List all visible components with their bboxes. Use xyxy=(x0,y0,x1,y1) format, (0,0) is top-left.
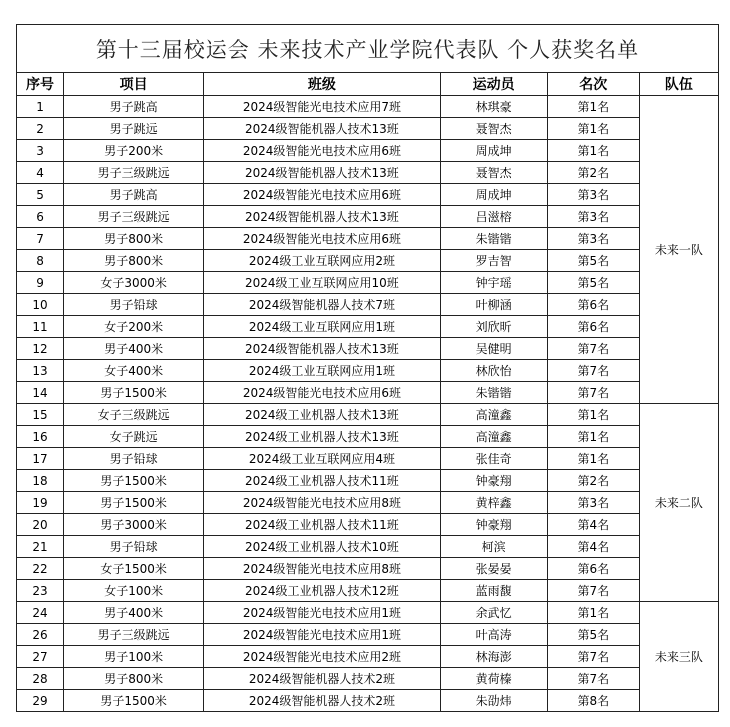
table-row xyxy=(17,624,719,646)
row-number: 12 xyxy=(17,338,64,360)
athlete-name: 余武忆 xyxy=(440,602,547,624)
row-number: 15 xyxy=(17,404,64,426)
athlete-name: 高潼鑫 xyxy=(440,426,547,448)
event-name: 男子铅球 xyxy=(64,294,204,316)
row-number: 11 xyxy=(17,316,64,338)
row-number: 26 xyxy=(17,624,64,646)
table-row xyxy=(17,492,719,514)
table-row xyxy=(17,162,719,184)
header-athlete: 运动员 xyxy=(440,73,547,96)
class-name: 2024级智能光电技术应用6班 xyxy=(204,382,440,404)
athlete-name: 张佳奇 xyxy=(440,448,547,470)
table-row xyxy=(17,602,719,624)
row-number: 19 xyxy=(17,492,64,514)
event-name: 男子1500米 xyxy=(64,492,204,514)
row-number: 24 xyxy=(17,602,64,624)
rank-value: 第7名 xyxy=(547,338,639,360)
event-name: 男子铅球 xyxy=(64,448,204,470)
table-row xyxy=(17,294,719,316)
class-name: 2024级智能机器人技术13班 xyxy=(204,338,440,360)
athlete-name: 钟豪翔 xyxy=(440,514,547,536)
rank-value: 第1名 xyxy=(547,426,639,448)
class-name: 2024级工业机器人技术11班 xyxy=(204,514,440,536)
class-name: 2024级工业互联网应用1班 xyxy=(204,316,440,338)
athlete-name: 周成坤 xyxy=(440,140,547,162)
row-number: 23 xyxy=(17,580,64,602)
team-name: 未来二队 xyxy=(639,404,718,602)
row-number: 17 xyxy=(17,448,64,470)
rank-value: 第1名 xyxy=(547,118,639,140)
rank-value: 第3名 xyxy=(547,206,639,228)
row-number: 5 xyxy=(17,184,64,206)
table-row xyxy=(17,250,719,272)
event-name: 男子1500米 xyxy=(64,470,204,492)
athlete-name: 高潼鑫 xyxy=(440,404,547,426)
rank-value: 第7名 xyxy=(547,668,639,690)
row-number: 27 xyxy=(17,646,64,668)
award-rows xyxy=(17,96,719,712)
row-number: 4 xyxy=(17,162,64,184)
table-row xyxy=(17,646,719,668)
event-name: 男子800米 xyxy=(64,250,204,272)
athlete-name: 林欣怡 xyxy=(440,360,547,382)
class-name: 2024级工业机器人技术10班 xyxy=(204,536,440,558)
row-number: 10 xyxy=(17,294,64,316)
rank-value: 第1名 xyxy=(547,602,639,624)
class-name: 2024级智能机器人技术13班 xyxy=(204,162,440,184)
rank-value: 第6名 xyxy=(547,294,639,316)
event-name: 男子三级跳远 xyxy=(64,206,204,228)
row-number: 20 xyxy=(17,514,64,536)
class-name: 2024级智能机器人技术7班 xyxy=(204,294,440,316)
event-name: 男子800米 xyxy=(64,228,204,250)
event-name: 男子200米 xyxy=(64,140,204,162)
class-name: 2024级工业互联网应用2班 xyxy=(204,250,440,272)
athlete-name: 叶高涛 xyxy=(440,624,547,646)
event-name: 女子200米 xyxy=(64,316,204,338)
event-name: 男子三级跳远 xyxy=(64,624,204,646)
table-row xyxy=(17,404,719,426)
table-row xyxy=(17,338,719,360)
table-row xyxy=(17,360,719,382)
class-name: 2024级智能机器人技术13班 xyxy=(204,206,440,228)
event-name: 女子1500米 xyxy=(64,558,204,580)
class-name: 2024级工业机器人技术12班 xyxy=(204,580,440,602)
table-row xyxy=(17,118,719,140)
class-name: 2024级智能光电技术应用1班 xyxy=(204,602,440,624)
class-name: 2024级智能光电技术应用8班 xyxy=(204,492,440,514)
event-name: 男子跳远 xyxy=(64,118,204,140)
header-row xyxy=(17,73,719,96)
rank-value: 第5名 xyxy=(547,250,639,272)
rank-value: 第5名 xyxy=(547,624,639,646)
table-row xyxy=(17,668,719,690)
table-row xyxy=(17,536,719,558)
header-no: 序号 xyxy=(17,73,64,96)
rank-value: 第8名 xyxy=(547,690,639,712)
event-name: 男子400米 xyxy=(64,602,204,624)
row-number: 16 xyxy=(17,426,64,448)
table-row xyxy=(17,514,719,536)
table-row xyxy=(17,206,719,228)
class-name: 2024级工业机器人技术11班 xyxy=(204,470,440,492)
class-name: 2024级智能光电技术应用1班 xyxy=(204,624,440,646)
rank-value: 第5名 xyxy=(547,272,639,294)
athlete-name: 叶柳涵 xyxy=(440,294,547,316)
event-name: 男子1500米 xyxy=(64,690,204,712)
event-name: 女子100米 xyxy=(64,580,204,602)
team-name: 未来一队 xyxy=(639,96,718,404)
row-number: 2 xyxy=(17,118,64,140)
table-row xyxy=(17,228,719,250)
athlete-name: 聂智杰 xyxy=(440,162,547,184)
athlete-name: 罗吉智 xyxy=(440,250,547,272)
athlete-name: 蓝雨馥 xyxy=(440,580,547,602)
athlete-name: 柯滨 xyxy=(440,536,547,558)
event-name: 男子100米 xyxy=(64,646,204,668)
class-name: 2024级工业互联网应用1班 xyxy=(204,360,440,382)
athlete-name: 钟宇瑶 xyxy=(440,272,547,294)
event-name: 男子跳高 xyxy=(64,184,204,206)
header-team: 队伍 xyxy=(639,73,718,96)
event-name: 男子跳高 xyxy=(64,96,204,118)
class-name: 2024级工业机器人技术13班 xyxy=(204,426,440,448)
row-number: 14 xyxy=(17,382,64,404)
athlete-name: 黄荷榛 xyxy=(440,668,547,690)
table-row xyxy=(17,382,719,404)
class-name: 2024级工业机器人技术13班 xyxy=(204,404,440,426)
table-row xyxy=(17,690,719,712)
award-table xyxy=(16,24,719,712)
rank-value: 第4名 xyxy=(547,536,639,558)
class-name: 2024级工业互联网应用4班 xyxy=(204,448,440,470)
row-number: 6 xyxy=(17,206,64,228)
header-rank: 名次 xyxy=(547,73,639,96)
class-name: 2024级智能机器人技术2班 xyxy=(204,668,440,690)
rank-value: 第1名 xyxy=(547,404,639,426)
athlete-name: 黄梓鑫 xyxy=(440,492,547,514)
class-name: 2024级工业互联网应用10班 xyxy=(204,272,440,294)
athlete-name: 朱劭炜 xyxy=(440,690,547,712)
athlete-name: 钟豪翔 xyxy=(440,470,547,492)
class-name: 2024级智能光电技术应用6班 xyxy=(204,184,440,206)
table-row xyxy=(17,140,719,162)
table-row xyxy=(17,580,719,602)
athlete-name: 聂智杰 xyxy=(440,118,547,140)
row-number: 3 xyxy=(17,140,64,162)
rank-value: 第6名 xyxy=(547,316,639,338)
event-name: 女子跳远 xyxy=(64,426,204,448)
table-row xyxy=(17,558,719,580)
table-row xyxy=(17,426,719,448)
event-name: 男子400米 xyxy=(64,338,204,360)
class-name: 2024级智能光电技术应用7班 xyxy=(204,96,440,118)
event-name: 男子铅球 xyxy=(64,536,204,558)
table-row xyxy=(17,96,719,118)
sheet-title: 第十三届校运会 未来技术产业学院代表队 个人获奖名单 xyxy=(17,25,719,73)
event-name: 男子三级跳远 xyxy=(64,162,204,184)
row-number: 1 xyxy=(17,96,64,118)
header-event: 项目 xyxy=(64,73,204,96)
class-name: 2024级智能光电技术应用8班 xyxy=(204,558,440,580)
team-name: 未来三队 xyxy=(639,602,718,712)
rank-value: 第3名 xyxy=(547,492,639,514)
rank-value: 第3名 xyxy=(547,184,639,206)
row-number: 13 xyxy=(17,360,64,382)
header-class: 班级 xyxy=(204,73,440,96)
row-number: 8 xyxy=(17,250,64,272)
table-row xyxy=(17,448,719,470)
rank-value: 第7名 xyxy=(547,580,639,602)
rank-value: 第6名 xyxy=(547,558,639,580)
row-number: 28 xyxy=(17,668,64,690)
event-name: 男子800米 xyxy=(64,668,204,690)
event-name: 女子400米 xyxy=(64,360,204,382)
table-row xyxy=(17,272,719,294)
rank-value: 第7名 xyxy=(547,360,639,382)
event-name: 男子1500米 xyxy=(64,382,204,404)
row-number: 7 xyxy=(17,228,64,250)
athlete-name: 刘欣昕 xyxy=(440,316,547,338)
athlete-name: 周成坤 xyxy=(440,184,547,206)
athlete-name: 朱锴锴 xyxy=(440,382,547,404)
row-number: 22 xyxy=(17,558,64,580)
rank-value: 第7名 xyxy=(547,382,639,404)
rank-value: 第2名 xyxy=(547,162,639,184)
rank-value: 第1名 xyxy=(547,96,639,118)
class-name: 2024级智能光电技术应用6班 xyxy=(204,228,440,250)
row-number: 29 xyxy=(17,690,64,712)
rank-value: 第1名 xyxy=(547,448,639,470)
award-sheet xyxy=(16,24,719,712)
row-number: 21 xyxy=(17,536,64,558)
athlete-name: 吴健明 xyxy=(440,338,547,360)
class-name: 2024级智能机器人技术2班 xyxy=(204,690,440,712)
class-name: 2024级智能光电技术应用2班 xyxy=(204,646,440,668)
athlete-name: 林海澎 xyxy=(440,646,547,668)
rank-value: 第4名 xyxy=(547,514,639,536)
class-name: 2024级智能光电技术应用6班 xyxy=(204,140,440,162)
row-number: 18 xyxy=(17,470,64,492)
row-number: 9 xyxy=(17,272,64,294)
event-name: 女子3000米 xyxy=(64,272,204,294)
table-row xyxy=(17,184,719,206)
rank-value: 第1名 xyxy=(547,140,639,162)
table-row xyxy=(17,316,719,338)
rank-value: 第2名 xyxy=(547,470,639,492)
athlete-name: 朱锴锴 xyxy=(440,228,547,250)
athlete-name: 林琪豪 xyxy=(440,96,547,118)
event-name: 男子3000米 xyxy=(64,514,204,536)
event-name: 女子三级跳远 xyxy=(64,404,204,426)
rank-value: 第7名 xyxy=(547,646,639,668)
athlete-name: 张晏晏 xyxy=(440,558,547,580)
table-row xyxy=(17,470,719,492)
athlete-name: 吕滋榕 xyxy=(440,206,547,228)
class-name: 2024级智能机器人技术13班 xyxy=(204,118,440,140)
rank-value: 第3名 xyxy=(547,228,639,250)
